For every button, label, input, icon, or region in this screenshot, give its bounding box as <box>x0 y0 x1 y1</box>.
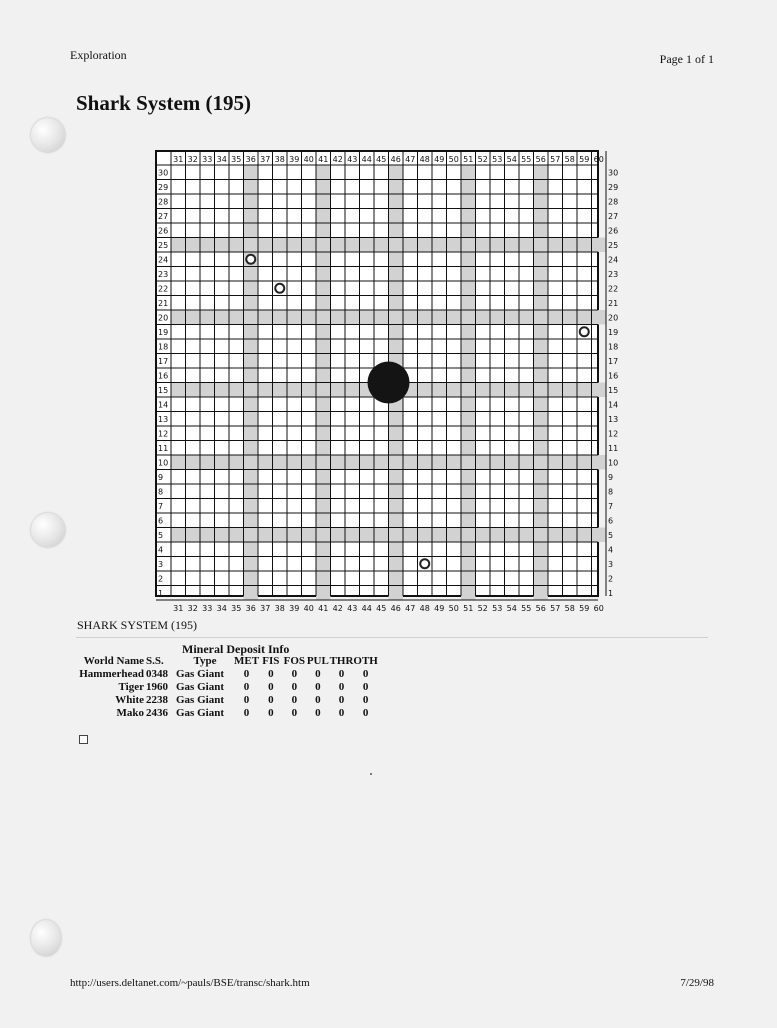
x-axis-label-bottom: 52 <box>477 604 488 613</box>
x-axis-label-top: 35 <box>231 155 242 164</box>
x-axis-label-top: 58 <box>564 155 575 164</box>
x-axis-label-top: 38 <box>274 155 285 164</box>
thr-value: 0 <box>338 668 345 680</box>
x-axis-label-bottom: 59 <box>579 604 590 613</box>
y-axis-label-left: 22 <box>158 284 169 294</box>
y-axis-label-left: 1 <box>158 588 164 598</box>
y-axis-label-left: 25 <box>158 240 169 250</box>
y-axis-label-right: 23 <box>608 269 619 279</box>
world-type: Gas Giant <box>176 681 224 693</box>
y-axis-label-left: 24 <box>158 255 169 265</box>
thr-value: 0 <box>338 681 345 693</box>
pul-value: 0 <box>315 694 321 706</box>
mineral-heading: Mineral Deposit Info <box>182 642 290 656</box>
oth-value: 0 <box>362 681 369 693</box>
x-axis-label-bottom: 57 <box>550 604 561 613</box>
mineral-table <box>78 655 378 720</box>
fos-value: 0 <box>291 668 298 680</box>
x-axis-label-bottom: 35 <box>231 604 242 613</box>
y-axis-label-left: 27 <box>158 211 169 221</box>
x-axis-label-top: 34 <box>216 155 227 164</box>
fos-value: 0 <box>291 707 298 719</box>
x-axis-label-bottom: 60 <box>593 604 604 613</box>
x-axis-label-bottom: 40 <box>303 604 314 613</box>
x-axis-label-bottom: 51 <box>463 604 474 613</box>
x-axis-label-bottom: 50 <box>448 604 459 613</box>
met-value: 0 <box>243 668 250 680</box>
fis-value: 0 <box>268 707 274 719</box>
x-axis-label-bottom: 31 <box>173 604 184 613</box>
met-value: 0 <box>243 707 250 719</box>
x-axis-label-bottom: 45 <box>376 604 387 613</box>
x-axis-label-bottom: 39 <box>289 604 300 613</box>
column-header: PUL <box>306 655 329 667</box>
pul-value: 0 <box>315 707 321 719</box>
x-axis-label-bottom: 34 <box>216 604 227 613</box>
y-axis-label-left: 23 <box>158 269 169 279</box>
y-axis-label-right: 7 <box>608 501 614 511</box>
x-axis-label-top: 55 <box>521 155 532 164</box>
column-header: MET <box>234 655 260 667</box>
y-axis-label-right: 17 <box>608 356 619 366</box>
y-axis-label-right: 14 <box>608 400 619 410</box>
x-axis-label-bottom: 48 <box>419 604 430 613</box>
x-axis-label-bottom: 46 <box>390 604 401 613</box>
x-axis-label-top: 56 <box>535 155 546 164</box>
y-axis-label-right: 2 <box>608 574 614 584</box>
y-axis-label-left: 7 <box>158 501 164 511</box>
column-header: S.S. <box>146 655 164 667</box>
x-axis-label-bottom: 37 <box>260 604 271 613</box>
pul-value: 0 <box>315 668 321 680</box>
x-axis-label-top: 52 <box>477 155 488 164</box>
table-row <box>78 668 378 681</box>
planet-marker-icon <box>275 284 284 293</box>
x-axis-label-top: 32 <box>187 155 198 164</box>
x-axis-label-top: 37 <box>260 155 271 164</box>
page-title: Shark System (195) <box>76 91 252 115</box>
x-axis-label-top: 53 <box>492 155 503 164</box>
y-axis-label-left: 30 <box>158 168 169 178</box>
fos-value: 0 <box>291 694 298 706</box>
world-name: Mako <box>116 707 144 719</box>
column-header: THR <box>329 655 354 667</box>
x-axis-label-bottom: 47 <box>405 604 416 613</box>
y-axis-label-right: 25 <box>608 240 619 250</box>
y-axis-label-right: 16 <box>608 371 619 381</box>
y-axis-label-right: 8 <box>608 487 614 497</box>
y-axis-label-left: 4 <box>158 545 164 555</box>
y-axis-label-right: 1 <box>608 588 614 598</box>
met-value: 0 <box>243 681 250 693</box>
y-axis-label-right: 4 <box>608 545 614 555</box>
fis-value: 0 <box>268 694 274 706</box>
page-number: Page 1 of 1 <box>659 52 714 66</box>
x-axis-label-bottom: 36 <box>245 604 256 613</box>
y-axis-label-left: 19 <box>158 327 169 337</box>
divider <box>76 637 708 638</box>
x-axis-label-top: 43 <box>347 155 358 164</box>
x-axis-label-bottom: 38 <box>274 604 285 613</box>
star-icon <box>368 362 410 404</box>
x-axis-label-bottom: 32 <box>187 604 198 613</box>
footer-url: http://users.deltanet.com/~pauls/BSE/transc/shark.htm <box>70 977 310 989</box>
x-axis-label-top: 51 <box>463 155 474 164</box>
y-axis-label-right: 29 <box>608 182 619 192</box>
x-axis-label-top: 57 <box>550 155 561 164</box>
x-axis-label-top: 40 <box>303 155 314 164</box>
x-axis-label-bottom: 58 <box>564 604 575 613</box>
x-axis-label-bottom: 53 <box>492 604 503 613</box>
y-axis-label-left: 17 <box>158 356 169 366</box>
system-caption: SHARK SYSTEM (195) <box>77 618 198 632</box>
y-axis-label-right: 19 <box>608 327 619 337</box>
y-axis-label-left: 26 <box>158 226 169 236</box>
y-axis-label-left: 8 <box>158 487 164 497</box>
column-header: World Name <box>83 655 144 667</box>
y-axis-label-left: 28 <box>158 197 169 207</box>
checkbox-icon <box>79 735 88 744</box>
x-axis-label-top: 47 <box>405 155 416 164</box>
planet-marker-icon <box>246 255 255 264</box>
world-type: Gas Giant <box>176 707 224 719</box>
world-ss: 2436 <box>146 707 168 719</box>
x-axis-label-bottom: 33 <box>202 604 213 613</box>
y-axis-label-right: 30 <box>608 168 619 178</box>
y-axis-label-right: 12 <box>608 429 619 439</box>
footer-date: 7/29/98 <box>680 977 714 989</box>
y-axis-label-left: 14 <box>158 400 169 410</box>
fis-value: 0 <box>268 668 274 680</box>
x-axis-label-bottom: 44 <box>361 604 372 613</box>
column-header: FOS <box>283 655 306 667</box>
x-axis-label-bottom: 55 <box>521 604 532 613</box>
y-axis-label-right: 11 <box>608 443 619 453</box>
y-axis-label-left: 16 <box>158 371 169 381</box>
planet-marker-icon <box>420 559 429 568</box>
planet-marker-icon <box>580 327 589 336</box>
x-axis-label-bottom: 54 <box>506 604 517 613</box>
y-axis-label-right: 3 <box>608 559 614 569</box>
y-axis-label-left: 20 <box>158 313 169 323</box>
fis-value: 0 <box>268 681 274 693</box>
y-axis-label-left: 5 <box>158 530 164 540</box>
y-axis-label-left: 2 <box>158 574 164 584</box>
y-axis-label-left: 18 <box>158 342 169 352</box>
x-axis-label-top: 41 <box>318 155 329 164</box>
y-axis-label-left: 10 <box>158 458 169 468</box>
stray-dot <box>370 773 372 775</box>
thr-value: 0 <box>338 694 345 706</box>
x-axis-label-bottom: 49 <box>434 604 445 613</box>
y-axis-label-left: 21 <box>158 298 169 308</box>
x-axis-label-top: 39 <box>289 155 300 164</box>
oth-value: 0 <box>362 694 369 706</box>
y-axis-label-right: 18 <box>608 342 619 352</box>
column-header: FIS <box>262 655 280 667</box>
table-row <box>78 694 378 707</box>
x-axis-label-bottom: 43 <box>347 604 358 613</box>
world-type: Gas Giant <box>176 668 224 680</box>
x-axis-label-top: 33 <box>202 155 213 164</box>
pul-value: 0 <box>315 681 321 693</box>
oth-value: 0 <box>362 668 369 680</box>
y-axis-label-right: 24 <box>608 255 619 265</box>
world-ss: 0348 <box>146 668 168 680</box>
x-axis-label-bottom: 56 <box>535 604 546 613</box>
y-axis-label-left: 6 <box>158 516 164 526</box>
y-axis-label-left: 29 <box>158 182 169 192</box>
x-axis-label-top: 44 <box>361 155 372 164</box>
y-axis-label-left: 3 <box>158 559 164 569</box>
x-axis-label-top: 42 <box>332 155 343 164</box>
y-axis-label-right: 5 <box>608 530 614 540</box>
y-axis-label-right: 26 <box>608 226 619 236</box>
table-header-row <box>78 655 378 668</box>
x-axis-label-top: 60 <box>593 155 604 164</box>
world-ss: 2238 <box>146 694 168 706</box>
x-axis-label-top: 31 <box>173 155 184 164</box>
page-header-section: Exploration <box>70 48 127 62</box>
table-row <box>78 707 378 720</box>
y-axis-label-right: 6 <box>608 516 614 526</box>
y-axis-label-right: 22 <box>608 284 619 294</box>
y-axis-label-right: 10 <box>608 458 619 468</box>
x-axis-label-top: 54 <box>506 155 517 164</box>
world-name: Tiger <box>118 681 144 693</box>
y-axis-label-right: 13 <box>608 414 619 424</box>
world-name: Hammerhead <box>79 668 144 680</box>
table-row <box>78 681 378 694</box>
fos-value: 0 <box>291 681 298 693</box>
world-ss: 1960 <box>146 681 168 693</box>
x-axis-label-bottom: 42 <box>332 604 343 613</box>
y-axis-label-right: 20 <box>608 313 619 323</box>
y-axis-label-right: 9 <box>608 472 614 482</box>
met-value: 0 <box>243 694 250 706</box>
x-axis-label-top: 48 <box>419 155 430 164</box>
world-name: White <box>115 694 144 706</box>
x-axis-label-top: 50 <box>448 155 459 164</box>
x-axis-label-top: 46 <box>390 155 401 164</box>
column-header: OTH <box>353 655 378 667</box>
x-axis-label-top: 36 <box>245 155 256 164</box>
world-type: Gas Giant <box>176 694 224 706</box>
y-axis-label-left: 11 <box>158 443 169 453</box>
x-axis-label-top: 49 <box>434 155 445 164</box>
thr-value: 0 <box>338 707 345 719</box>
y-axis-label-right: 21 <box>608 298 619 308</box>
y-axis-label-right: 15 <box>608 385 619 395</box>
column-header: Type <box>193 655 217 667</box>
y-axis-label-right: 28 <box>608 197 619 207</box>
y-axis-label-left: 12 <box>158 429 169 439</box>
x-axis-label-top: 45 <box>376 155 387 164</box>
x-axis-label-bottom: 41 <box>318 604 329 613</box>
y-axis-label-left: 13 <box>158 414 169 424</box>
x-axis-label-top: 59 <box>579 155 590 164</box>
y-axis-label-left: 9 <box>158 472 164 482</box>
y-axis-label-left: 15 <box>158 385 169 395</box>
oth-value: 0 <box>362 707 369 719</box>
y-axis-label-right: 27 <box>608 211 619 221</box>
